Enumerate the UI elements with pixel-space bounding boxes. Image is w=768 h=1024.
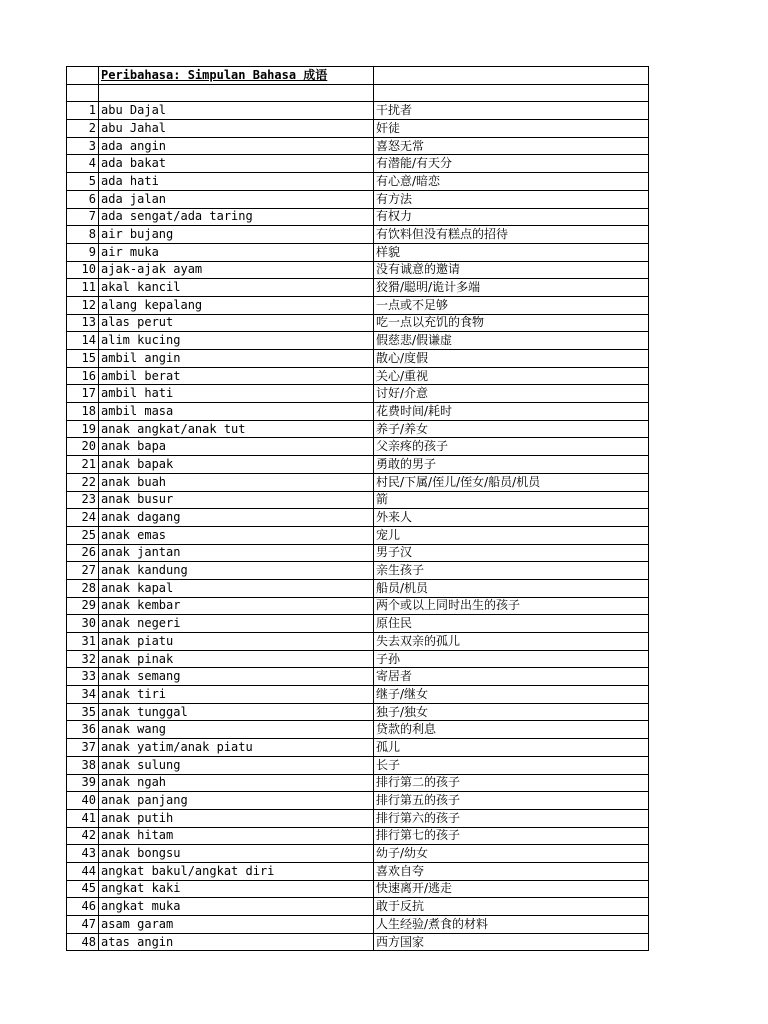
table-row (67, 137, 649, 155)
meaning-cell[interactable]: 喜欢自夸 (374, 862, 649, 880)
meaning-cell[interactable]: 有潜能/有天分 (374, 155, 649, 173)
phrase-cell[interactable]: anak buah (99, 473, 374, 491)
phrase-cell[interactable]: ada hati (99, 173, 374, 191)
row-number-cell[interactable]: 22 (67, 473, 99, 491)
table-row (67, 544, 649, 562)
phrase-cell[interactable]: anak jantan (99, 544, 374, 562)
table-row (67, 633, 649, 651)
row-number-cell[interactable]: 7 (67, 208, 99, 226)
meaning-cell[interactable]: 快速离开/逃走 (374, 880, 649, 898)
table-row (67, 916, 649, 934)
meaning-cell[interactable]: 船员/机员 (374, 579, 649, 597)
phrase-cell[interactable]: anak panjang (99, 792, 374, 810)
table-row (67, 226, 649, 244)
table-row (67, 350, 649, 368)
phrase-cell[interactable]: anak bongsu (99, 845, 374, 863)
table-row (67, 120, 649, 138)
phrase-cell[interactable]: ada sengat/ada taring (99, 208, 374, 226)
table-row (67, 668, 649, 686)
table-row (67, 385, 649, 403)
phrase-cell[interactable]: anak emas (99, 526, 374, 544)
phrase-cell[interactable]: anak negeri (99, 615, 374, 633)
row-number-cell[interactable]: 34 (67, 686, 99, 704)
row-number-cell[interactable]: 12 (67, 296, 99, 314)
phrase-cell[interactable]: air muka (99, 243, 374, 261)
table-row (67, 827, 649, 845)
row-number-cell[interactable]: 48 (67, 933, 99, 951)
row-number-cell[interactable]: 29 (67, 597, 99, 615)
row-number-cell[interactable]: 13 (67, 314, 99, 332)
row-number-cell[interactable]: 27 (67, 562, 99, 580)
phrase-cell[interactable]: atas angin (99, 933, 374, 951)
table-row (67, 456, 649, 474)
table-row (67, 438, 649, 456)
row-number-cell[interactable]: 10 (67, 261, 99, 279)
phrase-cell[interactable]: anak tunggal (99, 703, 374, 721)
phrase-cell[interactable]: ada jalan (99, 190, 374, 208)
phrase-cell[interactable]: anak semang (99, 668, 374, 686)
table-row (67, 597, 649, 615)
meaning-cell[interactable]: 狡猾/聪明/诡计多端 (374, 279, 649, 297)
phrase-cell[interactable]: anak kandung (99, 562, 374, 580)
phrase-cell[interactable]: anak hitam (99, 827, 374, 845)
meaning-cell[interactable]: 假慈悲/假谦虚 (374, 332, 649, 350)
row-number-cell[interactable]: 35 (67, 703, 99, 721)
phrase-cell[interactable]: anak tiri (99, 686, 374, 704)
phrase-cell[interactable]: anak putih (99, 809, 374, 827)
blank-row-number-cell[interactable] (67, 84, 99, 102)
phrase-cell[interactable]: alim kucing (99, 332, 374, 350)
phrase-cell[interactable]: angkat muka (99, 898, 374, 916)
table-row (67, 880, 649, 898)
row-number-cell[interactable]: 11 (67, 279, 99, 297)
meaning-cell[interactable]: 子孙 (374, 650, 649, 668)
meaning-cell[interactable]: 有饮料但没有糕点的招待 (374, 226, 649, 244)
phrase-cell[interactable]: anak piatu (99, 633, 374, 651)
table-row (67, 562, 649, 580)
sheet-title[interactable]: Peribahasa: Simpulan Bahasa 成语 (99, 67, 374, 85)
meaning-cell[interactable]: 长子 (374, 756, 649, 774)
table-row (67, 721, 649, 739)
row-number-cell[interactable]: 21 (67, 456, 99, 474)
table-row (67, 155, 649, 173)
row-number-cell[interactable]: 37 (67, 739, 99, 757)
meaning-cell[interactable]: 村民/下属/侄儿/侄女/船员/机员 (374, 473, 649, 491)
meaning-cell[interactable]: 继子/继女 (374, 686, 649, 704)
phrase-cell[interactable]: ambil berat (99, 367, 374, 385)
meaning-cell[interactable]: 原住民 (374, 615, 649, 633)
table-row (67, 509, 649, 527)
phrase-cell[interactable]: asam garam (99, 916, 374, 934)
phrase-cell[interactable]: angkat kaki (99, 880, 374, 898)
meaning-cell[interactable]: 有权力 (374, 208, 649, 226)
table-row (67, 845, 649, 863)
row-number-cell[interactable]: 16 (67, 367, 99, 385)
phrase-cell[interactable]: ada angin (99, 137, 374, 155)
table-row (67, 579, 649, 597)
row-number-cell[interactable]: 45 (67, 880, 99, 898)
table-row (67, 367, 649, 385)
table-row (67, 332, 649, 350)
table-row (67, 756, 649, 774)
phrase-cell[interactable]: anak kembar (99, 597, 374, 615)
row-number-cell[interactable]: 25 (67, 526, 99, 544)
row-number-cell[interactable]: 36 (67, 721, 99, 739)
phrase-cell[interactable]: angkat bakul/angkat diri (99, 862, 374, 880)
meaning-cell[interactable]: 关心/重视 (374, 367, 649, 385)
row-number-cell[interactable]: 3 (67, 137, 99, 155)
meaning-cell[interactable]: 有心意/暗恋 (374, 173, 649, 191)
row-number-cell[interactable]: 32 (67, 650, 99, 668)
meaning-cell[interactable]: 排行第五的孩子 (374, 792, 649, 810)
table-row (67, 190, 649, 208)
meaning-cell[interactable]: 孤儿 (374, 739, 649, 757)
phrase-cell[interactable]: anak bapak (99, 456, 374, 474)
table-row (67, 102, 649, 120)
meaning-cell[interactable]: 讨好/介意 (374, 385, 649, 403)
table-row (67, 933, 649, 951)
table-row (67, 898, 649, 916)
table-row (67, 173, 649, 191)
row-number-cell[interactable]: 2 (67, 120, 99, 138)
meaning-cell[interactable]: 外来人 (374, 509, 649, 527)
table-row (67, 314, 649, 332)
table-row (67, 774, 649, 792)
row-number-cell[interactable]: 40 (67, 792, 99, 810)
meaning-cell[interactable]: 排行第七的孩子 (374, 827, 649, 845)
row-number-cell[interactable]: 38 (67, 756, 99, 774)
phrase-cell[interactable]: anak busur (99, 491, 374, 509)
meaning-cell[interactable]: 花费时间/耗时 (374, 403, 649, 421)
title-row (67, 67, 649, 85)
title-row-meaning-cell[interactable] (374, 67, 649, 85)
meaning-cell[interactable]: 亲生孩子 (374, 562, 649, 580)
meaning-cell[interactable]: 独子/独女 (374, 703, 649, 721)
meaning-cell[interactable]: 父亲疼的孩子 (374, 438, 649, 456)
table-row (67, 862, 649, 880)
phrase-cell[interactable]: anak dagang (99, 509, 374, 527)
meaning-cell[interactable]: 干扰者 (374, 102, 649, 120)
table-row (67, 243, 649, 261)
table-row (67, 526, 649, 544)
phrase-cell[interactable]: anak wang (99, 721, 374, 739)
row-number-cell[interactable]: 19 (67, 420, 99, 438)
meaning-cell[interactable]: 有方法 (374, 190, 649, 208)
meaning-cell[interactable]: 一点或不足够 (374, 296, 649, 314)
table-row (67, 739, 649, 757)
meaning-cell[interactable]: 没有诚意的邀请 (374, 261, 649, 279)
row-number-cell[interactable]: 18 (67, 403, 99, 421)
meaning-cell[interactable]: 养子/养女 (374, 420, 649, 438)
row-number-cell[interactable]: 8 (67, 226, 99, 244)
meaning-cell[interactable]: 勇敢的男子 (374, 456, 649, 474)
row-number-cell[interactable]: 24 (67, 509, 99, 527)
title-row-number-cell[interactable] (67, 67, 99, 85)
phrase-cell[interactable]: alas perut (99, 314, 374, 332)
table-row (67, 420, 649, 438)
row-number-cell[interactable]: 6 (67, 190, 99, 208)
table-row (67, 809, 649, 827)
phrase-cell[interactable]: anak kapal (99, 579, 374, 597)
row-number-cell[interactable]: 28 (67, 579, 99, 597)
row-number-cell[interactable]: 39 (67, 774, 99, 792)
phrase-cell[interactable]: ambil hati (99, 385, 374, 403)
table-row (67, 208, 649, 226)
meaning-cell[interactable]: 奸徒 (374, 120, 649, 138)
phrase-cell[interactable]: air bujang (99, 226, 374, 244)
row-number-cell[interactable]: 5 (67, 173, 99, 191)
meaning-cell[interactable]: 散心/度假 (374, 350, 649, 368)
blank-row (67, 84, 649, 102)
phrase-cell[interactable]: ajak-ajak ayam (99, 261, 374, 279)
meaning-cell[interactable]: 西方国家 (374, 933, 649, 951)
table-row (67, 686, 649, 704)
table-row (67, 792, 649, 810)
meaning-cell[interactable]: 幼子/幼女 (374, 845, 649, 863)
row-number-cell[interactable]: 41 (67, 809, 99, 827)
row-number-cell[interactable]: 14 (67, 332, 99, 350)
row-number-cell[interactable]: 46 (67, 898, 99, 916)
row-number-cell[interactable]: 20 (67, 438, 99, 456)
meaning-cell[interactable]: 喜怒无常 (374, 137, 649, 155)
table-row (67, 650, 649, 668)
phrase-cell[interactable]: abu Jahal (99, 120, 374, 138)
meaning-cell[interactable]: 排行第二的孩子 (374, 774, 649, 792)
meaning-cell[interactable]: 箭 (374, 491, 649, 509)
phrase-cell[interactable]: anak yatim/anak piatu (99, 739, 374, 757)
table-row (67, 615, 649, 633)
phrase-cell[interactable]: anak ngah (99, 774, 374, 792)
phrase-cell[interactable]: anak bapa (99, 438, 374, 456)
meaning-cell[interactable]: 排行第六的孩子 (374, 809, 649, 827)
row-number-cell[interactable]: 43 (67, 845, 99, 863)
meaning-cell[interactable]: 样貌 (374, 243, 649, 261)
row-number-cell[interactable]: 4 (67, 155, 99, 173)
row-number-cell[interactable]: 30 (67, 615, 99, 633)
row-number-cell[interactable]: 23 (67, 491, 99, 509)
row-number-cell[interactable]: 33 (67, 668, 99, 686)
row-number-cell[interactable]: 17 (67, 385, 99, 403)
row-number-cell[interactable]: 1 (67, 102, 99, 120)
row-number-cell[interactable]: 47 (67, 916, 99, 934)
blank-row-term-cell[interactable] (99, 84, 374, 102)
phrase-table-body (67, 67, 649, 951)
meaning-cell[interactable]: 贷款的利息 (374, 721, 649, 739)
phrase-cell[interactable]: ambil masa (99, 403, 374, 421)
row-number-cell[interactable]: 44 (67, 862, 99, 880)
table-row (67, 261, 649, 279)
meaning-cell[interactable]: 失去双亲的孤儿 (374, 633, 649, 651)
table-row (67, 296, 649, 314)
phrase-cell[interactable]: anak pinak (99, 650, 374, 668)
table-row (67, 703, 649, 721)
phrase-cell[interactable]: ambil angin (99, 350, 374, 368)
meaning-cell[interactable]: 敢于反抗 (374, 898, 649, 916)
phrase-cell[interactable]: anak angkat/anak tut (99, 420, 374, 438)
meaning-cell[interactable]: 吃一点以充饥的食物 (374, 314, 649, 332)
meaning-cell[interactable]: 寄居者 (374, 668, 649, 686)
meaning-cell[interactable]: 两个或以上同时出生的孩子 (374, 597, 649, 615)
phrase-cell[interactable]: alang kepalang (99, 296, 374, 314)
phrase-cell[interactable]: ada bakat (99, 155, 374, 173)
row-number-cell[interactable]: 31 (67, 633, 99, 651)
meaning-cell[interactable]: 宠儿 (374, 526, 649, 544)
row-number-cell[interactable]: 15 (67, 350, 99, 368)
row-number-cell[interactable]: 42 (67, 827, 99, 845)
phrase-table (66, 66, 649, 951)
table-row (67, 491, 649, 509)
phrase-cell[interactable]: akal kancil (99, 279, 374, 297)
row-number-cell[interactable]: 9 (67, 243, 99, 261)
meaning-cell[interactable]: 男子汉 (374, 544, 649, 562)
phrase-cell[interactable]: abu Dajal (99, 102, 374, 120)
table-row (67, 279, 649, 297)
row-number-cell[interactable]: 26 (67, 544, 99, 562)
blank-row-meaning-cell[interactable] (374, 84, 649, 102)
phrase-cell[interactable]: anak sulung (99, 756, 374, 774)
table-row (67, 403, 649, 421)
table-row (67, 473, 649, 491)
meaning-cell[interactable]: 人生经验/煮食的材料 (374, 916, 649, 934)
